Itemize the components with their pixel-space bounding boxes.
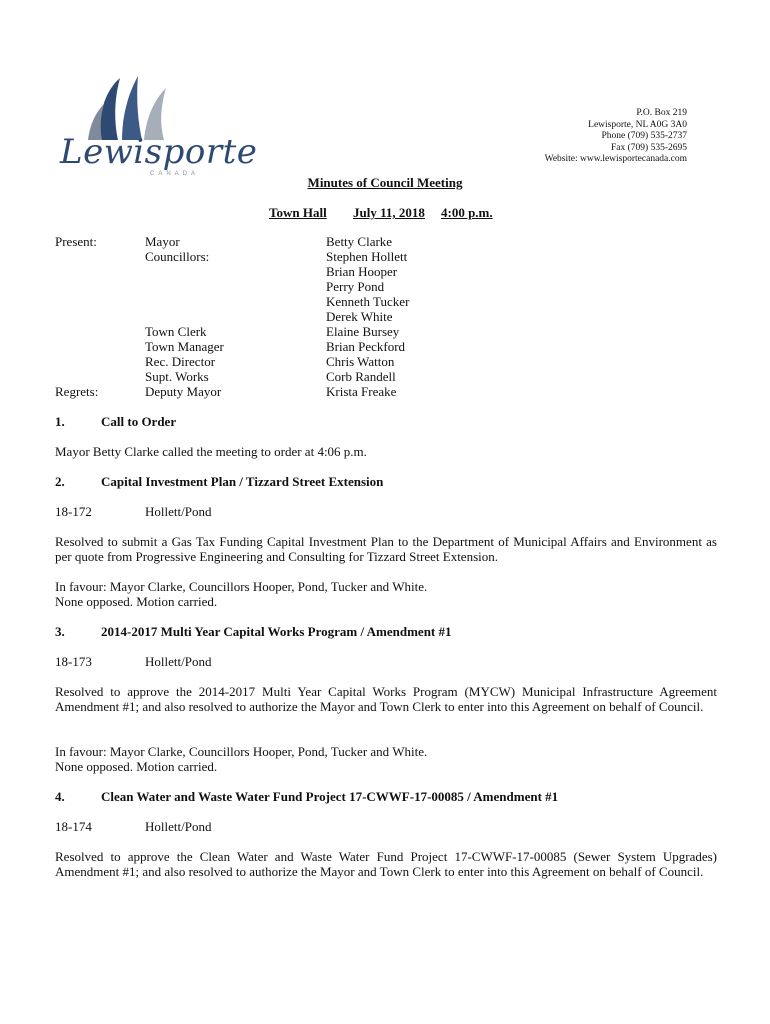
name-item: Brian Peckford	[326, 339, 406, 354]
role-item: Mayor	[145, 234, 180, 249]
name-item: Kenneth Tucker	[326, 294, 410, 309]
address-po-box: P.O. Box 219	[636, 108, 687, 118]
address-phone: Phone (709) 535-2737	[601, 131, 687, 142]
resolution-text: Resolved to approve the 2014-2017 Multi Year Capital Works Program (MYCW) Municipal Infrastructure Agreement Amendment #1; and also resolved to authorize the Mayor and Town Clerk to enter into this Agreement on behalf of Council.	[55, 684, 717, 714]
section-title: Call to Order	[101, 414, 177, 429]
motion-line	[55, 819, 212, 835]
motion-line	[55, 504, 212, 520]
motion-number: 18-172	[55, 504, 92, 519]
section-heading	[55, 789, 558, 805]
address-fax: Fax (709) 535-2695	[611, 142, 687, 153]
section-body: Mayor Betty Clarke called the meeting to order at 4:06 p.m.	[55, 444, 367, 459]
section-heading	[55, 474, 383, 490]
name-item: Perry Pond	[326, 279, 385, 294]
attendance-roles	[145, 234, 224, 399]
motion-movers: Hollett/Pond	[145, 819, 212, 834]
role-item: Rec. Director	[145, 354, 216, 369]
meeting-place: Town Hall	[269, 205, 327, 220]
section-title: 2014-2017 Multi Year Capital Works Program / Amendment #1	[101, 624, 452, 639]
present-label: Present:	[55, 234, 97, 249]
address-website: Website: www.lewisportecanada.com	[544, 154, 687, 165]
section-heading	[55, 414, 176, 430]
name-item: Betty Clarke	[326, 234, 393, 249]
section-number: 2.	[55, 474, 65, 489]
role-item	[145, 294, 224, 309]
motion-movers: Hollett/Pond	[145, 654, 212, 669]
logo-wordmark: Lewisporte	[60, 132, 258, 172]
name-item: Brian Hooper	[326, 264, 398, 279]
role-item	[145, 309, 224, 324]
section-heading	[55, 624, 452, 640]
attendance-names	[326, 234, 409, 399]
motion-number: 18-173	[55, 654, 92, 669]
vote-favour: In favour: Mayor Clarke, Councillors Hooper, Pond, Tucker and White.	[55, 744, 428, 759]
address-block	[545, 108, 687, 166]
vote-favour: In favour: Mayor Clarke, Councillors Hooper, Pond, Tucker and White.	[55, 579, 428, 594]
section-number: 1.	[55, 414, 65, 429]
logo-subtitle: CANADA	[150, 171, 200, 177]
role-item: Deputy Mayor	[145, 384, 222, 399]
section-number: 4.	[55, 789, 65, 804]
name-item: Derek White	[326, 309, 393, 324]
role-item: Councillors:	[145, 249, 210, 264]
role-item	[145, 264, 224, 279]
vote-result: None opposed. Motion carried.	[55, 759, 218, 774]
name-item: Krista Freake	[326, 384, 397, 399]
meeting-time: 4:00 p.m.	[441, 205, 493, 220]
address-city: Lewisporte, NL A0G 3A0	[588, 119, 687, 130]
document-title: Minutes of Council Meeting	[307, 175, 463, 190]
resolution-text: Resolved to submit a Gas Tax Funding Capital Investment Plan to the Department of Municipal Affairs and Environment as per quote from Progressive Engineering and Consulting for Tizzard Street Extension.	[55, 534, 717, 564]
section-title: Clean Water and Waste Water Fund Project 17-CWWF-17-00085 / Amendment #1	[101, 789, 559, 804]
vote-result: None opposed. Motion carried.	[55, 594, 218, 609]
motion-number: 18-174	[55, 819, 92, 834]
role-item	[145, 279, 224, 294]
name-item: Corb Randell	[326, 369, 396, 384]
name-item: Chris Watton	[326, 354, 395, 369]
motion-line	[55, 654, 212, 670]
section-title: Capital Investment Plan / Tizzard Street Extension	[101, 474, 384, 489]
lewisporte-logo	[58, 72, 258, 182]
role-item: Supt. Works	[145, 369, 209, 384]
name-item: Stephen Hollett	[326, 249, 408, 264]
resolution-text: Resolved to approve the Clean Water and Waste Water Fund Project 17-CWWF-17-00085 (Sewer System Upgrades) Amendment #1; and also resolved to authorize the Mayor and Town Clerk to enter into this Agreement on behalf of Council.	[55, 849, 717, 879]
name-item: Elaine Bursey	[326, 324, 400, 339]
regrets-label: Regrets:	[55, 384, 99, 399]
role-item: Town Clerk	[145, 324, 207, 339]
meeting-date: July 11, 2018	[353, 205, 425, 220]
section-number: 3.	[55, 624, 65, 639]
motion-movers: Hollett/Pond	[145, 504, 212, 519]
role-item: Town Manager	[145, 339, 224, 354]
